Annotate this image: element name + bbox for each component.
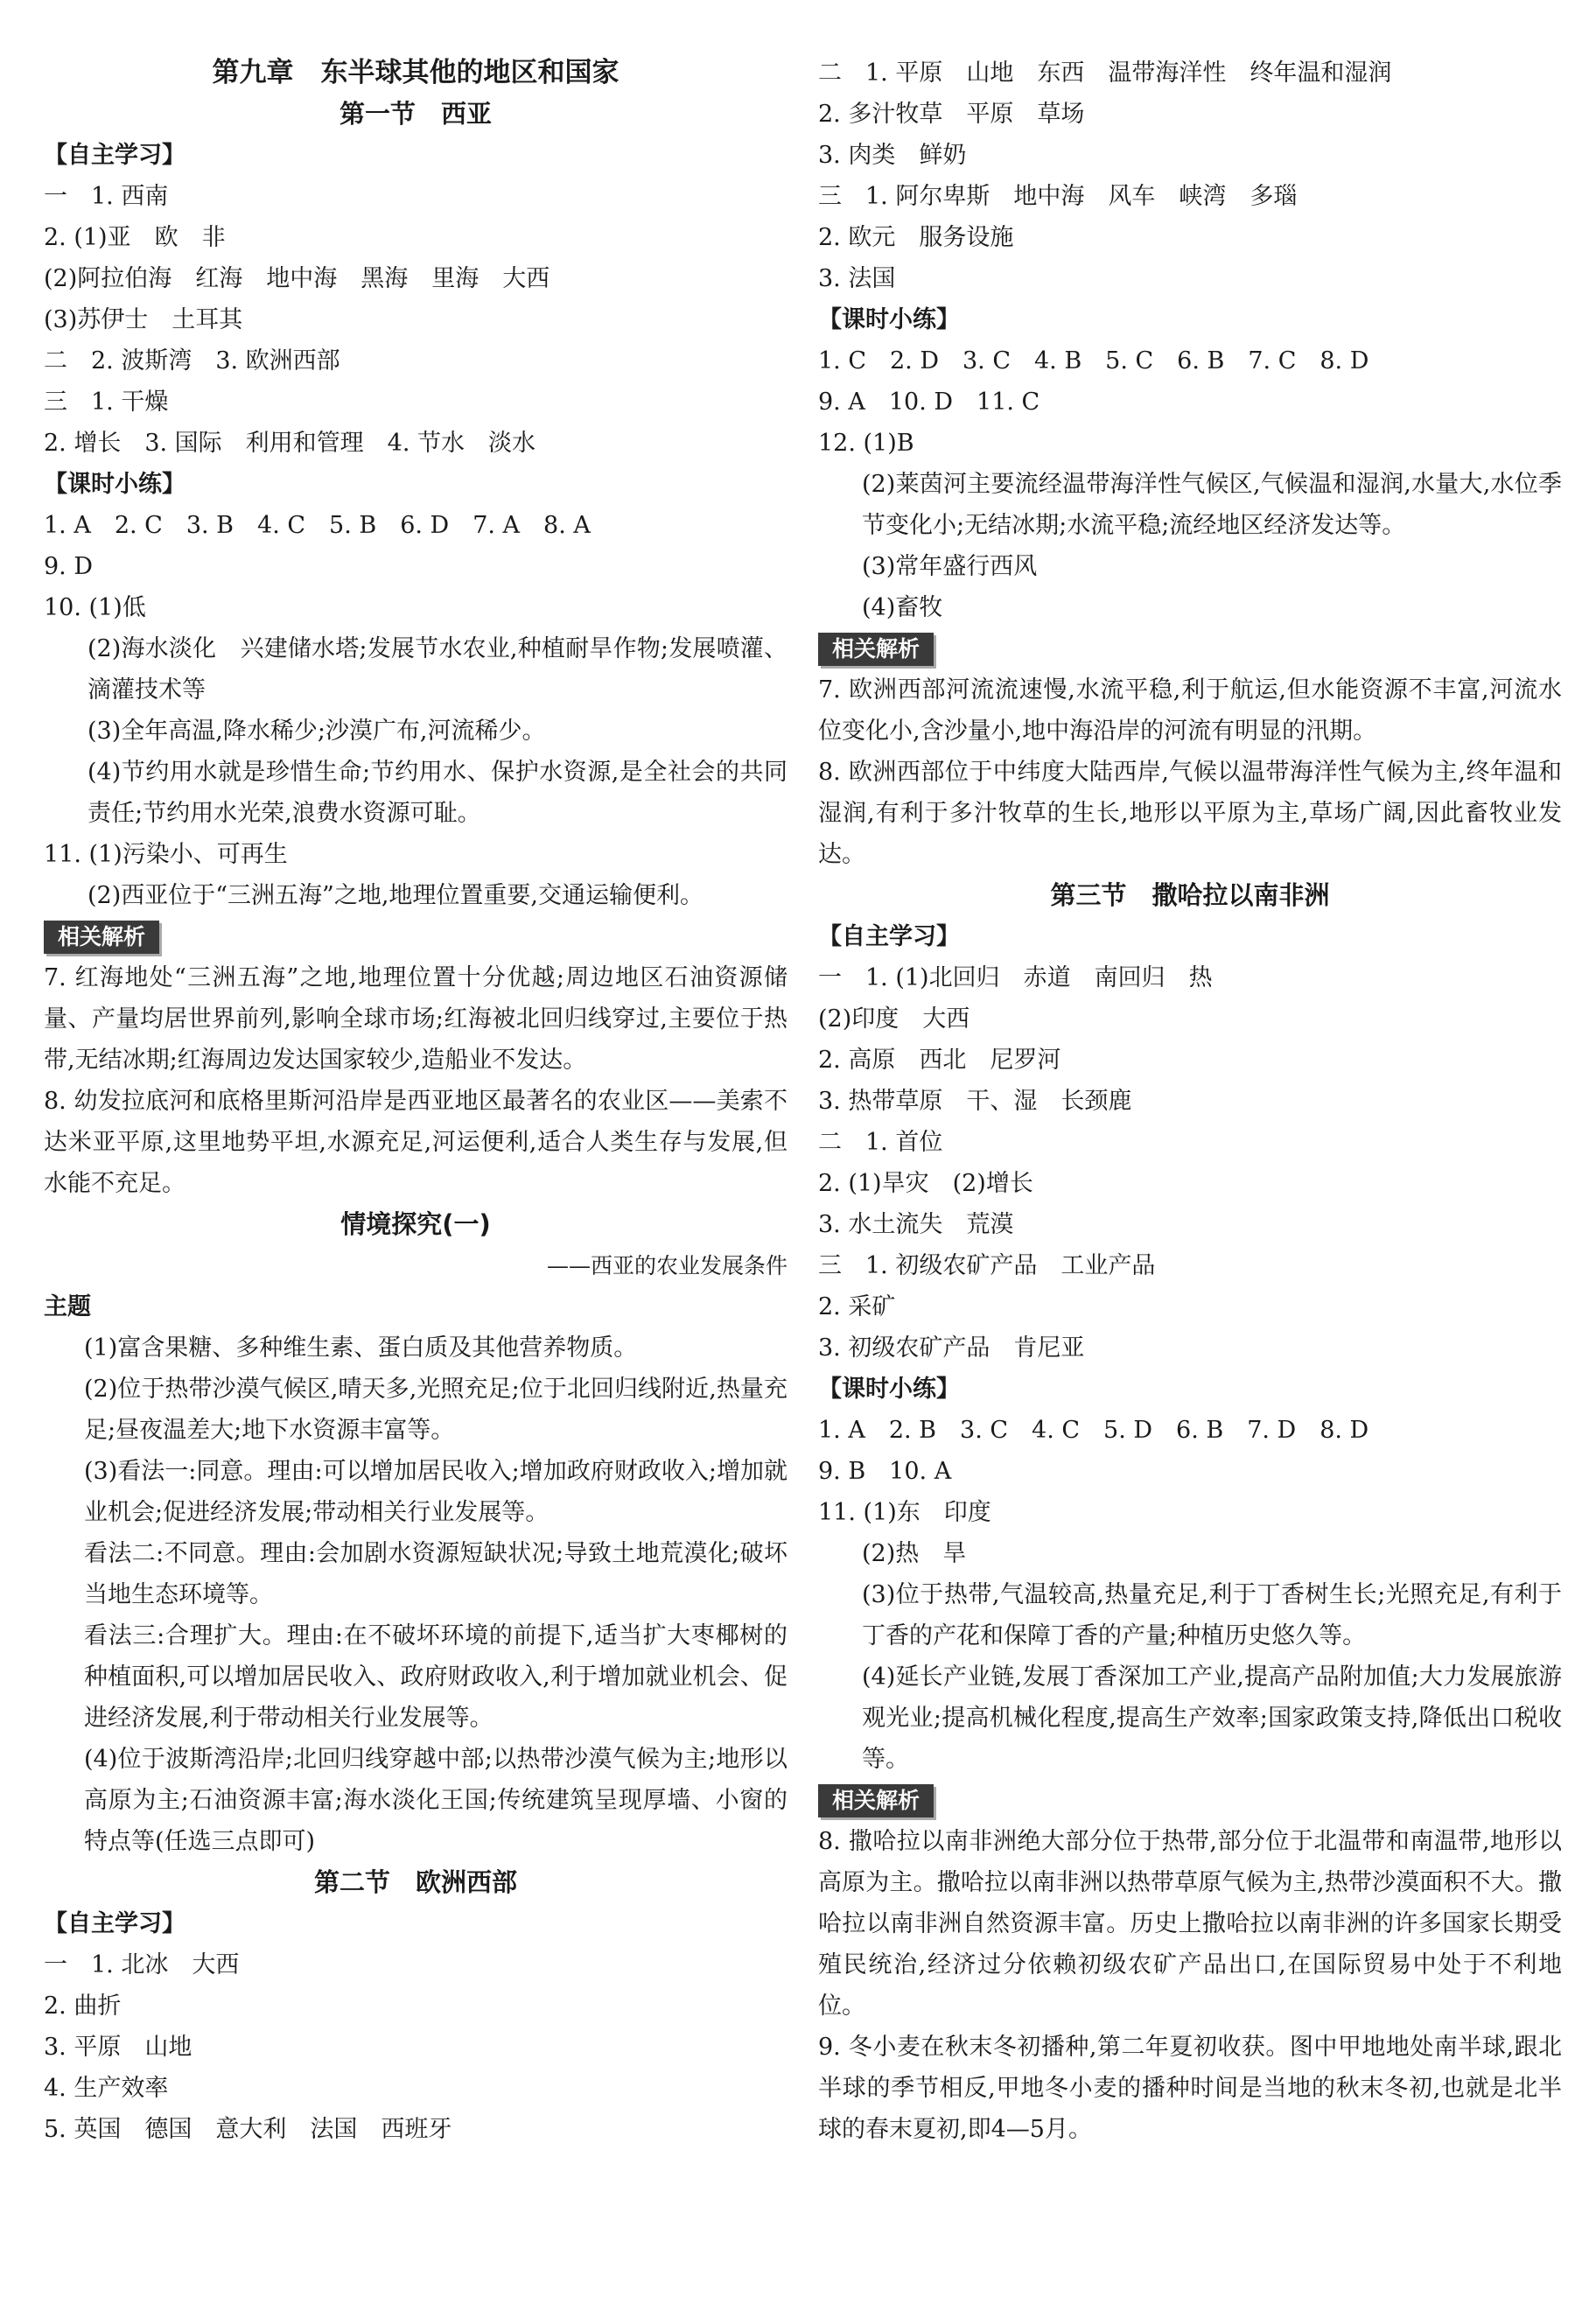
chapter-title: 第九章 东半球其他的地区和国家	[212, 57, 620, 88]
section-title: 第一节 西亚	[339, 99, 492, 129]
left-column	[44, 53, 788, 2150]
text-line: (2)莱茵河主要流经温带海洋性气候区,气候温和湿润,水量大,水位季节变化小;无结冰期;水流平稳;流经地区经济发达等。	[862, 471, 1562, 539]
text-line: 3. 热带草原 干、湿 长颈鹿	[818, 1088, 1132, 1115]
text-line: 3. 平原 山地	[44, 2034, 192, 2061]
text-line: 9. B 10. A	[818, 1458, 952, 1485]
text-line: 2. 采矿	[818, 1293, 896, 1320]
text-line: 1. C 2. D 3. C 4. B 5. C 6. B 7. C 8. D	[818, 347, 1369, 375]
subsection-heading: 【课时小练】	[44, 471, 186, 498]
text-line: (1)富含果糖、多种维生素、蛋白质及其他营养物质。	[84, 1334, 638, 1362]
text-line: 3. 法国	[818, 265, 896, 292]
text-line: (2)印度 大西	[818, 1005, 970, 1033]
analysis-badge-row	[44, 916, 788, 957]
text-line: 9. A 10. D 11. C	[818, 389, 1040, 416]
text-line: (2)热 旱	[862, 1540, 967, 1567]
right-column	[818, 53, 1562, 2150]
text-line: (4)位于波斯湾沿岸;北回归线穿越中部;以热带沙漠气候为主;地形以高原为主;石油资源丰富;海水淡化王国;传统建筑呈现厚墙、小窗的特点等(任选三点即可)	[84, 1746, 788, 1855]
text-line: 2. (1)旱灾 (2)增长	[818, 1170, 1033, 1197]
analysis-badge: 相关解析	[818, 1784, 934, 1817]
text-line: (3)看法一:同意。理由:可以增加居民收入;增加政府财政收入;增加就业机会;促进经济发展;带动相关行业发展等。	[84, 1458, 788, 1526]
text-line: 看法三:合理扩大。理由:在不破坏环境的前提下,适当扩大枣椰树的种植面积,可以增加居民收入、政府财政收入,利于增加就业机会、促进经济发展,利于带动相关行业发展等。	[84, 1622, 788, 1732]
text-line: (4)畜牧	[862, 594, 943, 621]
text-line: 2. 曲折	[44, 1992, 122, 2020]
text-line: 一 1. (1)北回归 赤道 南回归 热	[818, 964, 1213, 991]
text-line: 2. 欧元 服务设施	[818, 224, 1014, 251]
text-line: 二 1. 平原 山地 东西 温带海洋性 终年温和湿润	[818, 60, 1392, 87]
text-line: 三 1. 阿尔卑斯 地中海 风车 峡湾 多瑙	[818, 183, 1298, 210]
text-line: (3)苏伊士 土耳其	[44, 306, 243, 333]
text-line: (3)常年盛行西风	[862, 553, 1038, 580]
text-line: 看法二:不同意。理由:会加剧水资源短缺状况;导致土地荒漠化;破坏当地生态环境等。	[84, 1540, 788, 1608]
analysis-badge-row	[818, 628, 1562, 669]
text-line: 7. 欧洲西部河流流速慢,水流平稳,利于航运,但水能资源不丰富,河流水位变化小,含沙量小,地中海沿岸的河流有明显的汛期。	[818, 676, 1562, 745]
text-line: 3. 初级农矿产品 肯尼亚	[818, 1334, 1085, 1362]
text-line: 1. A 2. B 3. C 4. C 5. D 6. B 7. D 8. D	[818, 1417, 1369, 1444]
text-line: (2)西亚位于“三洲五海”之地,地理位置重要,交通运输便利。	[88, 882, 704, 909]
section-title: 情境探究(一)	[340, 1209, 491, 1239]
text-line: 10. (1)低	[44, 594, 146, 621]
text-line: 4. 生产效率	[44, 2075, 169, 2102]
text-line: 2. 高原 西北 尼罗河	[818, 1047, 1061, 1074]
text-line: 9. 冬小麦在秋末冬初播种,第二年夏初收获。图中甲地地处南半球,跟北半球的季节相反,甲地冬小麦的播种时间是当地的秋末冬初,也就是北半球的春末夏初,即4—5月。	[818, 2034, 1562, 2143]
text-line: 一 1. 西南	[44, 183, 169, 210]
subsection-heading: 【自主学习】	[44, 142, 186, 169]
analysis-badge: 相关解析	[818, 633, 934, 666]
text-line: 11. (1)污染小、可再生	[44, 841, 288, 868]
text-line: 9. D	[44, 553, 93, 580]
text-line: 8. 撒哈拉以南非洲绝大部分位于热带,部分位于北温带和南温带,地形以高原为主。撒哈拉以南非洲以热带草原气候为主,热带沙漠面积不大。撒哈拉以南非洲自然资源丰富。历史上撒哈拉以南非洲的许多国家长期受殖民统治,经济过分依赖初级农矿产品出口,在国际贸易中处于不利地位。	[818, 1828, 1562, 2020]
text-line: 8. 幼发拉底河和底格里斯河沿岸是西亚地区最著名的农业区——美索不达米亚平原,这里地势平坦,水源充足,河运便利,适合人类生存与发展,但水能不充足。	[44, 1088, 788, 1197]
text-line: 2. (1)亚 欧 非	[44, 224, 226, 251]
analysis-badge-row	[818, 1780, 1562, 1821]
text-line: 1. A 2. C 3. B 4. C 5. B 6. D 7. A 8. A	[44, 512, 591, 539]
text-line: (3)全年高温,降水稀少;沙漠广布,河流稀少。	[88, 718, 546, 745]
text-line: (2)海水淡化 兴建储水塔;发展节水农业,种植耐旱作物;发展喷灌、滴灌技术等	[88, 635, 788, 704]
subsection-heading: 【课时小练】	[818, 1376, 960, 1403]
section-title: 第二节 欧洲西部	[313, 1867, 517, 1897]
text-line: 二 2. 波斯湾 3. 欧洲西部	[44, 347, 340, 375]
subsection-heading: 【自主学习】	[44, 1910, 186, 1937]
subsection-heading: 【自主学习】	[818, 923, 960, 950]
section-title: 第三节 撒哈拉以南非洲	[1050, 880, 1330, 910]
text-line: 3. 肉类 鲜奶	[818, 142, 967, 169]
subtitle: ——西亚的农业发展条件	[546, 1253, 788, 1278]
analysis-badge: 相关解析	[44, 921, 159, 954]
text-line: 3. 水土流失 荒漠	[818, 1211, 1014, 1238]
text-line: 2. 多汁牧草 平原 草场	[818, 101, 1085, 128]
subsection-heading: 【课时小练】	[818, 306, 960, 333]
text-line: 8. 欧洲西部位于中纬度大陆西岸,气候以温带海洋性气候为主,终年温和湿润,有利于多汁牧草的生长,地形以平原为主,草场广阔,因此畜牧业发达。	[818, 759, 1562, 868]
text-line: 11. (1)东 印度	[818, 1499, 991, 1526]
text-line: 二 1. 首位	[818, 1129, 943, 1156]
text-line: 7. 红海地处“三洲五海”之地,地理位置十分优越;周边地区石油资源储量、产量均居世界前列,影响全球市场;红海被北回归线穿过,主要位于热带,无结冰期;红海周边发达国家较少,造船业不发达。	[44, 964, 788, 1074]
text-line: 12. (1)B	[818, 430, 914, 457]
text-line: (4)延长产业链,发展丁香深加工产业,提高产品附加值;大力发展旅游观光业;提高机械化程度,提高生产效率;国家政策支持,降低出口税收等。	[862, 1663, 1562, 1773]
text-line: 5. 英国 德国 意大利 法国 西班牙	[44, 2116, 452, 2143]
text-line: 三 1. 初级农矿产品 工业产品	[818, 1252, 1156, 1279]
text-line: (2)阿拉伯海 红海 地中海 黑海 里海 大西	[44, 265, 550, 292]
text-line: (3)位于热带,气温较高,热量充足,利于丁香树生长;光照充足,有利于丁香的产花和保障丁香的产量;种植历史悠久等。	[862, 1581, 1562, 1649]
text-line: (4)节约用水就是珍惜生命;节约用水、保护水资源,是全社会的共同责任;节约用水光荣,浪费水资源可耻。	[88, 759, 788, 827]
text-line: 三 1. 干燥	[44, 389, 169, 416]
text-line: 一 1. 北冰 大西	[44, 1951, 240, 1978]
text-line: (2)位于热带沙漠气候区,晴天多,光照充足;位于北回归线附近,热量充足;昼夜温差大;地下水资源丰富等。	[84, 1376, 788, 1444]
text-line: 2. 增长 3. 国际 利用和管理 4. 节水 淡水	[44, 430, 536, 457]
subsection-heading: 主题	[44, 1293, 91, 1320]
